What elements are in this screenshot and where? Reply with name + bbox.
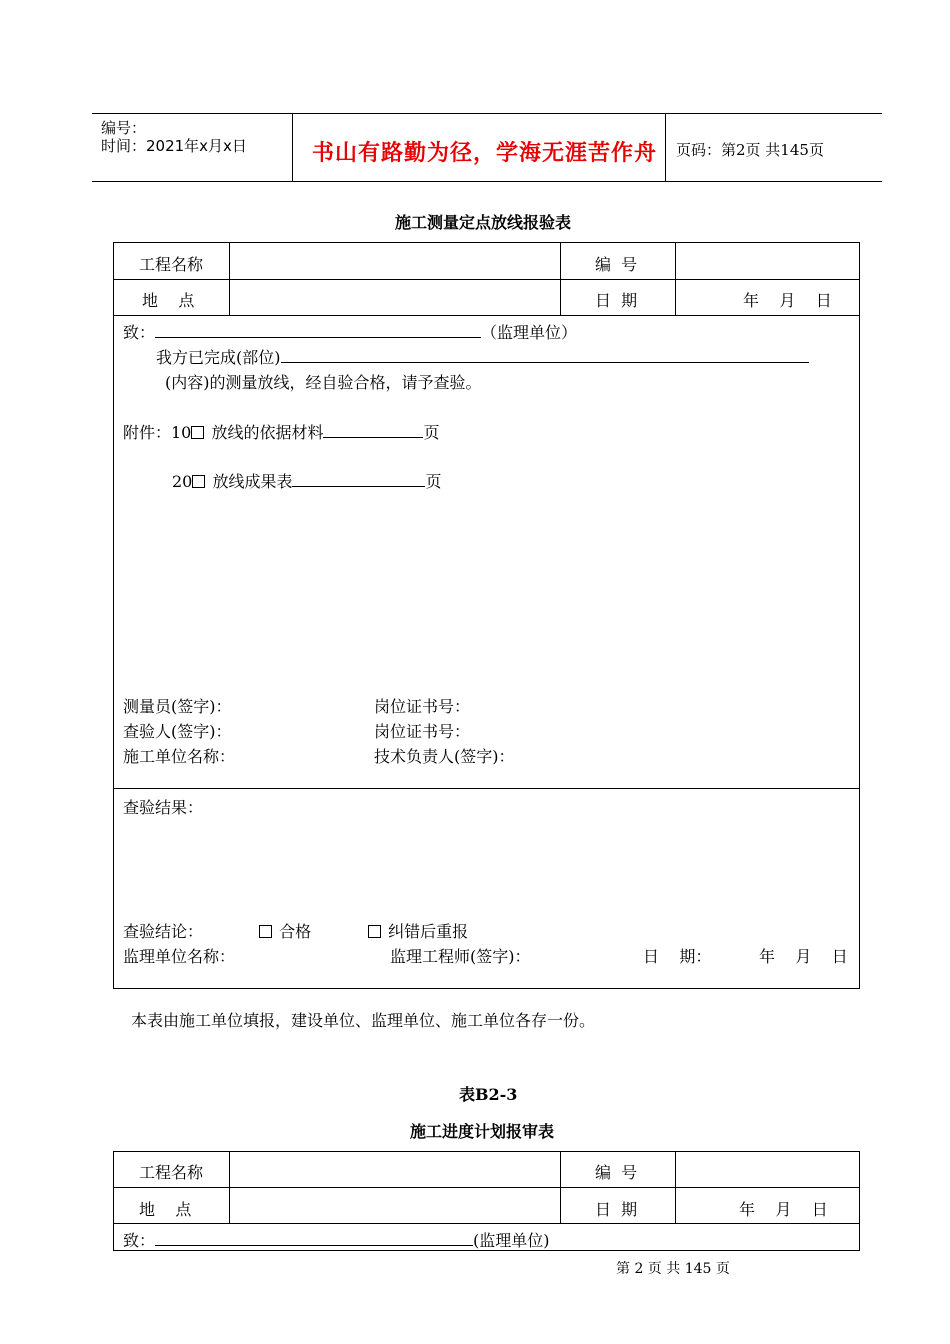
header-bottom-rule: [92, 181, 882, 182]
form1-completed-line: [156, 345, 809, 368]
form1-row-line-3: [113, 788, 860, 789]
checkbox-icon[interactable]: [368, 925, 381, 938]
form1-number-label: 编 号: [595, 255, 638, 274]
form1-date-value: 年 月 日: [743, 291, 832, 310]
form1-date-label: 日 期: [595, 291, 638, 310]
header-divider-1: [292, 113, 293, 182]
form1-pass-label: 合格: [279, 922, 312, 941]
form2-col-line-2: [560, 1151, 561, 1224]
form2-to-label: 致：: [123, 1231, 156, 1250]
form1-attachment2: 放线成果表: [212, 472, 293, 491]
form1-date2-value: 年 月 日: [759, 947, 848, 966]
form1-completed-label: 我方已完成(部位): [156, 348, 281, 367]
form1-attachment1-blank: [323, 422, 423, 438]
form2-col-line-1: [229, 1151, 230, 1224]
header-time-label: 时间：2021年x月x日: [101, 137, 247, 155]
form2-col-line-3: [675, 1151, 676, 1224]
form1-attachment2-blank: [292, 471, 425, 487]
form1-row-line-2: [113, 315, 860, 316]
checkbox-icon[interactable]: [259, 925, 272, 938]
form2-row-line-1: [113, 1187, 860, 1188]
form2-location-label: 地 点: [139, 1200, 192, 1219]
form1-supervisor-unit-name-label: 监理单位名称：: [123, 947, 236, 966]
form1-location-label: 地 点: [142, 291, 195, 310]
form1-resubmit-label: 纠错后重报: [388, 922, 469, 941]
form1-date2-label: 日 期：: [643, 947, 712, 966]
form1-resubmit-option[interactable]: [368, 919, 468, 942]
form1-tech-lead-label: 技术负责人(签字)：: [374, 747, 515, 766]
form1-content-text: (内容)的测量放线，经自验合格，请予查验。: [165, 373, 482, 392]
form1-conclusion-label: 查验结论：: [123, 922, 204, 941]
header-motto: 书山有路勤为径，学海无涯苦作舟: [312, 140, 658, 166]
form1-result-label: 查验结果：: [123, 798, 204, 817]
form2-row-line-2: [113, 1223, 860, 1224]
form2-table-code: 表B2-3: [459, 1085, 518, 1104]
form1-attachment2-num: 20: [172, 472, 193, 491]
form1-attachment1: 放线的依据材料: [211, 423, 324, 442]
form1-to-blank: [155, 322, 481, 338]
form1-construction-unit-label: 施工单位名称：: [123, 747, 236, 766]
form2-supervisor-unit: (监理单位): [473, 1231, 550, 1250]
form1-attachment-line-2: [172, 469, 441, 492]
form2-to-line: [123, 1228, 550, 1251]
form1-project-name-label: 工程名称: [139, 255, 204, 274]
form1-inspector-label: 查验人(签字)：: [123, 722, 232, 741]
form1-supervisor-engineer-label: 监理工程师(签字)：: [390, 947, 531, 966]
form1-pass-option[interactable]: [259, 919, 311, 942]
checkbox-icon[interactable]: [191, 426, 204, 439]
form1-attachment-line-1: [123, 420, 440, 443]
form2-title: 施工进度计划报审表: [410, 1122, 555, 1141]
form1-attachment-label: 附件：10: [123, 423, 192, 442]
form1-cert-label-2: 岗位证书号：: [374, 722, 471, 741]
form1-col-line-2: [560, 242, 561, 316]
form1-surveyor-label: 测量员(签字)：: [123, 697, 232, 716]
header-top-rule: [92, 113, 882, 114]
header-page-label: 页码：第2页 共145页: [676, 141, 824, 159]
checkbox-icon[interactable]: [192, 475, 205, 488]
form1-title: 施工测量定点放线报验表: [395, 213, 572, 232]
form1-row-line-1: [113, 279, 860, 280]
form1-to-label: 致：: [123, 323, 156, 342]
form1-attachment2-unit: 页: [425, 472, 442, 491]
header-number-label: 编号：: [101, 119, 147, 137]
form2-date-value: 年 月 日: [739, 1200, 828, 1219]
form1-col-line-1: [229, 242, 230, 316]
form2-date-label: 日 期: [595, 1200, 638, 1219]
footer-page-number: 第 2 页 共 145 页: [616, 1261, 730, 1277]
form2-number-label: 编 号: [595, 1163, 638, 1182]
form1-supervisor-unit: （监理单位）: [481, 323, 578, 342]
form1-col-line-3: [675, 242, 676, 316]
header-divider-2: [665, 113, 666, 182]
form1-to-line: [123, 320, 577, 343]
form2-project-name-label: 工程名称: [139, 1163, 204, 1182]
form1-note: 本表由施工单位填报，建设单位、监理单位、施工单位各存一份。: [131, 1011, 596, 1030]
form1-attachment1-unit: 页: [423, 423, 440, 442]
form1-cert-label-1: 岗位证书号：: [374, 697, 471, 716]
form1-completed-blank: [281, 347, 809, 363]
form2-to-blank: [155, 1230, 473, 1246]
